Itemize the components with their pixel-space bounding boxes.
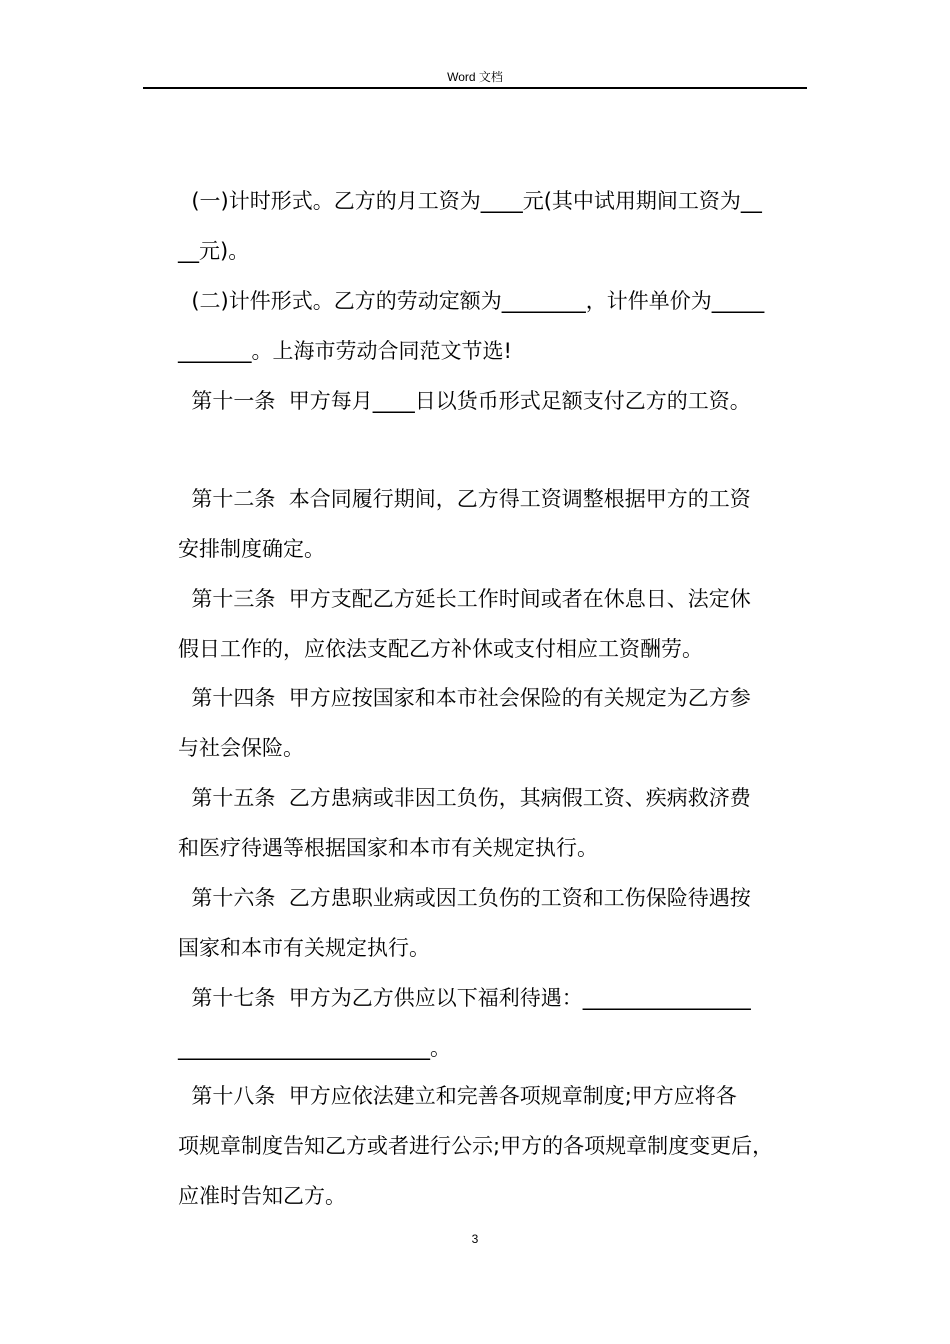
text-line: (二)计件形式。乙方的劳动定额为________，计件单价为_____ [178,289,765,313]
text-line: 安排制度确定。 [178,537,325,561]
header-title: Word 文档 [447,70,503,84]
text-line: 第十六条 乙方患职业病或因工负伤的工资和工伤保险待遇按 [178,886,751,910]
text-line: 第十二条 本合同履行期间，乙方得工资调整根据甲方的工资 [178,487,751,511]
header-divider [143,87,807,89]
text-line: 第十七条 甲方为乙方供应以下福利待遇：________________ [178,986,751,1010]
text-line: 第十三条 甲方支配乙方延长工作时间或者在休息日、法定休 [178,587,751,611]
text-line: 第十四条 甲方应按国家和本市社会保险的有关规定为乙方参 [178,686,751,710]
text-line: 第十八条 甲方应依法建立和完善各项规章制度;甲方应将各 [178,1084,737,1108]
text-line: 假日工作的，应依法支配乙方补休或支付相应工资酬劳。 [178,637,703,661]
text-line: 和医疗待遇等根据国家和本市有关规定执行。 [178,836,598,860]
text-line: 项规章制度告知乙方或者进行公示;甲方的各项规章制度变更后， [178,1134,774,1158]
text-line: ________________________。 [178,1036,451,1060]
text-line: __元)。 [178,239,250,263]
text-line: 应准时告知乙方。 [178,1184,346,1208]
text-line: (一)计时形式。乙方的月工资为____元(其中试用期间工资为__ [178,189,762,213]
text-line: _______。上海市劳动合同范文节选! [178,339,512,363]
text-line: 第十五条 乙方患病或非因工负伤，其病假工资、疾病救济费 [178,786,751,810]
text-line: 国家和本市有关规定执行。 [178,936,430,960]
page-number: 3 [471,1232,479,1246]
text-line: 第十一条 甲方每月____日以货币形式足额支付乙方的工资。 [178,389,751,413]
text-line: 与社会保险。 [178,736,304,760]
